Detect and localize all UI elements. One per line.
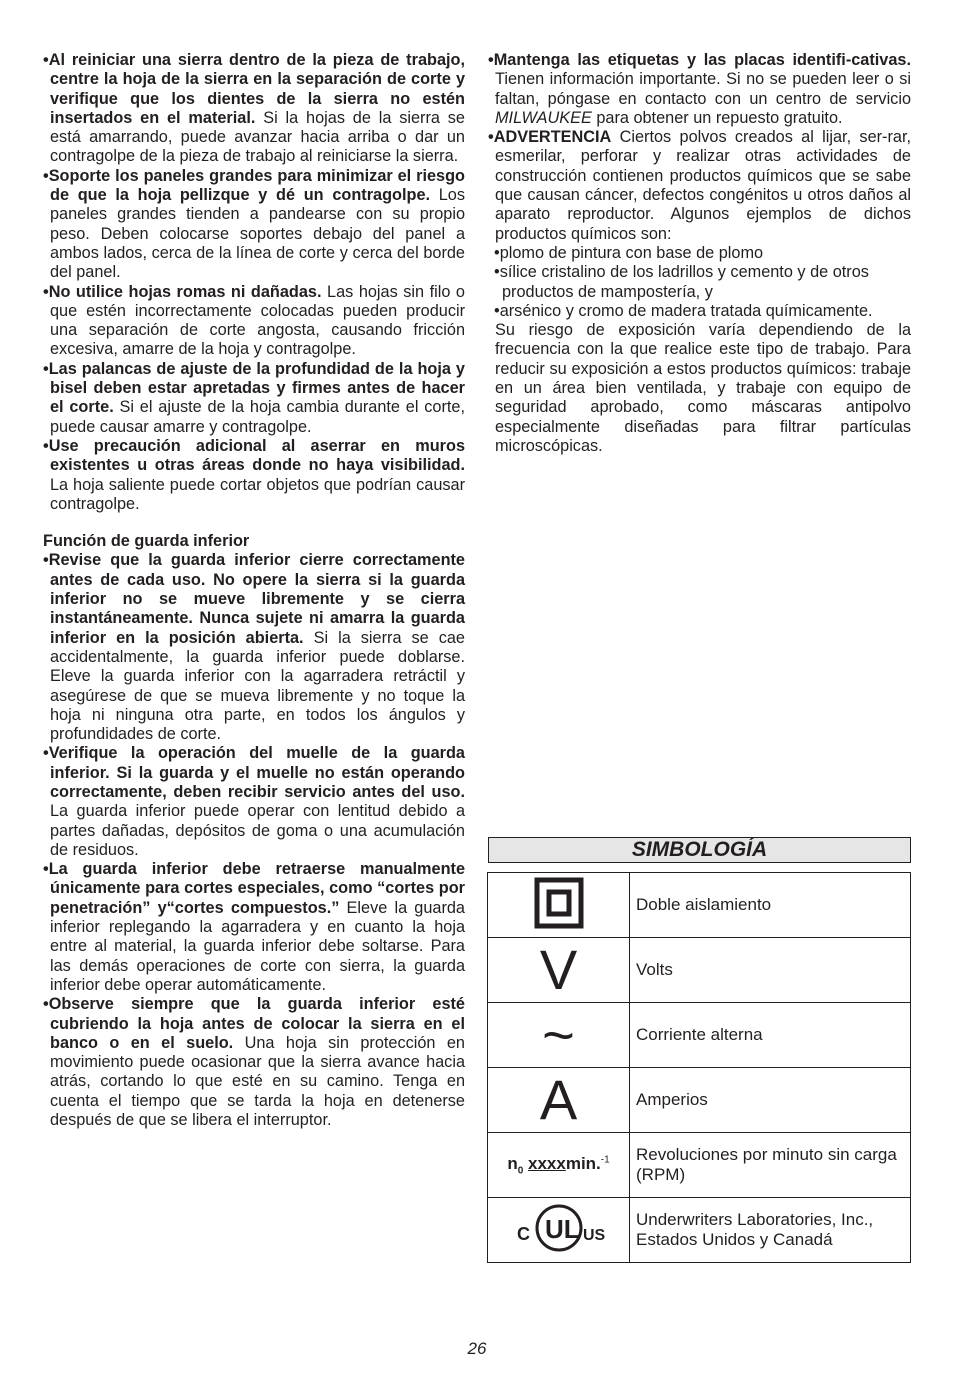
guard-item — [43, 551, 465, 744]
rpm-exp: -1 — [600, 1154, 610, 1166]
rpm-unit: min. — [565, 1153, 601, 1173]
safety-item-bold: •Soporte los paneles grandes para minimizar el riesgo de que la hoja pellizque y dé un contragolpe. — [43, 166, 465, 205]
safety-item — [43, 283, 465, 360]
guard-item-text: Si la sierra se cae accidentalmente, la guarda inferior puede doblarse. Eleve la guarda inferior con la agarradera retráctil y asegúrese de que se mueva libremente y no toque la hoja ni ninguna otra parte, en todos los ángulos y profundidades de corte. — [50, 628, 465, 744]
guard-item — [43, 860, 465, 995]
example-item: •sílice cristalino de los ladrillos y cemento y de otros productos de mampostería, y — [494, 263, 869, 301]
table-row — [488, 873, 911, 938]
guard-item-text: Una hoja sin protección en movimiento puede ocasionar que la sierra avance hacia atrás, cortando lo que esté en su camino. Tenga en cuenta el tiempo que se tarda la hoja en detenerse después de que se libera el interruptor. — [50, 1033, 465, 1130]
safety-item-bold: •Use precaución adicional al aserrar en muros existentes u otras áreas donde no haya visibilidad. — [43, 436, 465, 475]
ul-us: US — [582, 1226, 605, 1244]
safety-item — [43, 51, 465, 167]
guard-item-bold: •La guarda inferior debe retraerse manualmente únicamente para cortes especiales, como “cortes por penetración” y“cortes compuestos.” — [43, 860, 465, 917]
safety-item-bold: •No utilice hojas romas ni dañadas. — [43, 282, 322, 301]
labels-item-text-end: para obtener un repuesto gratuito. — [591, 108, 843, 127]
symbology-table — [487, 872, 911, 1263]
guard-item-bold: •Revise que la guarda inferior cierre correctamente antes de cada uso. No opere la sierra si la guarda inferior no se mueve libremente y se cierra instantáneamente. Nunca sujete ni amarra la guarda inferior en la posición abierta. — [43, 551, 465, 647]
ul-c: C — [516, 1223, 530, 1244]
double-insulation-icon — [488, 873, 630, 938]
rpm-x: xxxx — [528, 1153, 566, 1173]
no-load-speed-icon — [488, 1133, 630, 1198]
section-heading: Función de guarda inferior — [43, 532, 250, 551]
rpm-symbol — [507, 1153, 610, 1177]
page-number: 26 — [467, 1339, 487, 1358]
warning-text: Ciertos polvos creados al lijar, ser-rar, esmerilar, perforar y realizar otras actividades de construcción contienen productos químicos que se sabe que causan cáncer, defectos congénitos u otros daños al aparato reproductor. Algunos ejemplos de dichos productos químicos son: — [495, 128, 911, 243]
example-item: •plomo de pintura con base de plomo — [494, 243, 764, 262]
rpm-sub: 0 — [517, 1165, 524, 1177]
table-row — [488, 1003, 911, 1068]
guard-item-text: La guarda inferior puede operar con lentitud debido a partes dañadas, depósitos de goma o una acumulación de residuos. — [50, 802, 465, 859]
safety-item-text: Los paneles grandes tienden a pandearse con su propio peso. Deben colocarse soportes debajo del panel a ambos lados, cerca de la línea de corte y cerca del borde del panel. — [50, 186, 465, 282]
labels-item — [488, 51, 911, 128]
safety-item-text: Las hojas sin filo o que estén incorrectamente colocadas pueden producir una separación de corte angosta, causando fricción excesiva, amarre de la hoja y contragolpe. — [50, 282, 465, 359]
safety-item — [43, 437, 465, 514]
symbol-label: Underwriters Laboratories, Inc., Estados Unidos y Canadá — [630, 1198, 911, 1263]
symbol-label: Revoluciones por minuto sin carga (RPM) — [630, 1133, 911, 1198]
ac-symbol: ~ — [542, 1003, 575, 1066]
safety-item-text: Si el ajuste de la hoja cambia durante el corte, puede causar amarre y contragolpe. — [50, 398, 465, 436]
symbol-label: Corriente alterna — [630, 1003, 911, 1068]
symbology-title: SIMBOLOGÍA — [488, 837, 911, 863]
guard-item — [43, 744, 465, 860]
safety-item — [43, 167, 465, 283]
guard-item — [43, 995, 465, 1130]
volts-icon — [488, 938, 630, 1003]
table-row — [488, 1133, 911, 1198]
labels-item-text: Tienen información importante. Si no se pueden leer o si faltan, póngase en contacto con un centro de servicio — [495, 70, 911, 108]
symbol-label: Amperios — [630, 1068, 911, 1133]
table-row — [488, 938, 911, 1003]
risk-text: Su riesgo de exposición varía dependiendo de la frecuencia con la que realice este tipo de trabajo. Para reducir su exposición a estos productos químicos: trabaje en un área bien ventilada, y trabaje con equipo de seguridad aprobado, como máscaras antipolvo especialmente diseñadas para filtrar partículas microscópicas. — [495, 321, 911, 455]
safety-item-text: La hoja saliente puede cortar objetos que podrían causar contragolpe. — [50, 475, 465, 513]
ul-center: UL — [544, 1213, 580, 1244]
guard-item-text: Eleve la guarda inferior replegando la agarradera y en cuanto la hoja entre al material, la guarda inferior debe soltarse. Para las demás operaciones de corte con sierra, la guarda inferior debe operar automáticamente. — [50, 898, 465, 994]
symbol-label: Doble aislamiento — [630, 873, 911, 938]
table-row — [488, 1068, 911, 1133]
labels-item-bold: •Mantenga las etiquetas y las placas identifi-cativas. — [488, 51, 911, 69]
amperes-symbol: A — [539, 1068, 578, 1131]
amperes-icon — [488, 1068, 630, 1133]
example-item: •arsénico y cromo de madera tratada químicamente. — [494, 301, 873, 320]
safety-item-bold: •Al reiniciar una sierra dentro de la pieza de trabajo, centre la hoja de la sierra en la separación de corte y verifique que los dientes de la sierra no estén insertados en el material. — [43, 51, 465, 127]
warning-item — [488, 128, 911, 244]
safety-item — [43, 360, 465, 437]
symbol-label: Volts — [630, 938, 911, 1003]
warning-label: •ADVERTENCIA — [488, 128, 612, 147]
guard-item-bold: •Verifique la operación del muelle de la guarda inferior. Si la guarda y el muelle no están operando correctamente, deben recibir servicio antes del uso. — [43, 744, 465, 801]
safety-item-bold: •Las palancas de ajuste de la profundidad de la hoja y bisel deben estar apretadas y firmes antes de hacer el corte. — [43, 359, 465, 417]
safety-item-text: Si la hojas de la sierra se está amarrando, puede avanzar hacia arriba o dar un contragolpe de la pieza de trabajo al reiniciarse la sierra. — [50, 108, 465, 166]
brand-name: MILWAUKEE — [495, 108, 592, 127]
ul-listing-mark-icon — [488, 1198, 630, 1263]
rpm-n: n — [507, 1153, 518, 1173]
table-row — [488, 1198, 911, 1263]
volts-symbol: V — [539, 938, 578, 1001]
guard-item-bold: •Observe siempre que la guarda inferior esté cubriendo la hoja antes de colocar la sierra en el banco o en el suelo. — [43, 995, 465, 1052]
alternating-current-icon — [488, 1003, 630, 1068]
right-column — [488, 51, 911, 456]
left-column — [43, 51, 465, 1130]
